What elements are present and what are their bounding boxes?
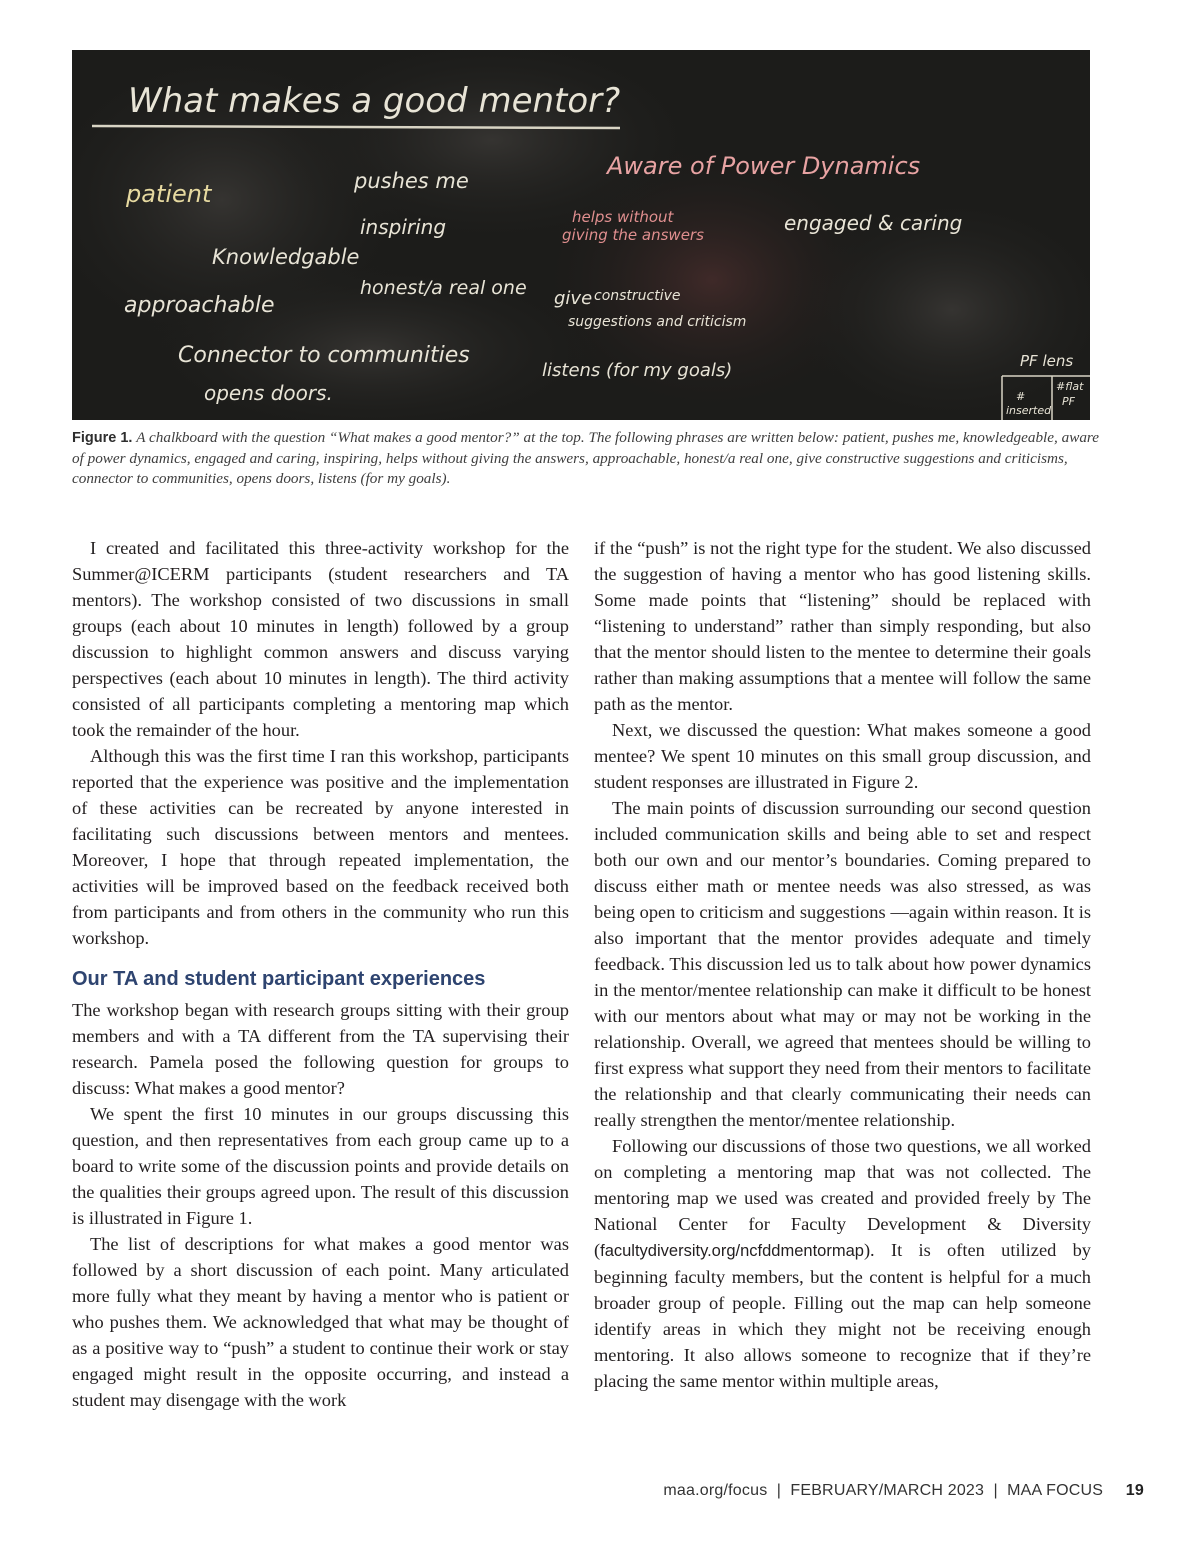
paragraph: Next, we discussed the question: What makes someone a good mentee? We spent 10 minutes on this small group discussion, and student responses are illustrated in Figure 2. bbox=[594, 720, 1091, 792]
chalk-give: give bbox=[554, 288, 593, 309]
page-footer bbox=[663, 1482, 1144, 1500]
paragraph: The list of descriptions for what makes a good mentor was followed by a short discussion of each point. Many articulated more fully what they meant by having a mentor who is patient or who pushes them. We acknowledged that what may be thought of as a positive way to “push” a student to continue their work or stay engaged might result in the opposite occurring, and instead a student may disengage with the work bbox=[72, 1234, 569, 1410]
footer-separator: | bbox=[988, 1482, 1008, 1499]
chalk-listens: listens (for my goals) bbox=[542, 360, 733, 381]
page-number: 19 bbox=[1125, 1482, 1144, 1499]
chalk-opens-doors: opens doors. bbox=[204, 381, 333, 405]
footer-separator: | bbox=[772, 1482, 791, 1499]
chalk-helps-2: giving the answers bbox=[562, 226, 704, 244]
footer-issue: FEBRUARY/MARCH 2023 bbox=[790, 1482, 985, 1499]
left-column bbox=[72, 535, 569, 1413]
paragraph-text: ). It is often utilized by beginning faculty members, but the content is helpful for a much broader group of people. Filling out the map can help someone identify areas in which they might not be receiving enough mentoring. It also allows someone to recognize that if they’re placing the same mentor within multiple areas, bbox=[594, 1240, 1091, 1391]
chalk-inserted: inserted bbox=[1006, 404, 1052, 417]
chalk-inspiring: inspiring bbox=[360, 215, 447, 239]
chalk-pushes-me: pushes me bbox=[354, 169, 469, 193]
section-heading: Our TA and student participant experiences bbox=[72, 968, 486, 990]
paragraph: The workshop began with research groups sitting with their group members and with a TA different from the TA supervising their research. Pamela posed the following question for groups to discuss: What makes a good mentor? bbox=[72, 1000, 569, 1098]
mentor-map-link[interactable]: facultydiversity.org/ncfddmentormap bbox=[600, 1242, 864, 1260]
chalk-connector: Connector to communities bbox=[178, 343, 470, 368]
chalk-engaged-caring: engaged & caring bbox=[784, 211, 963, 235]
paragraph: Although this was the first time I ran this workshop, participants reported that the experience was positive and the implementation of these activities can be recreated by anyone interested in facilitating such discussions between mentors and mentees. Moreover, I hope that through repeated implementation, the activities will be improved based on the feedback received both from participants and from others in the community who run this workshop. bbox=[72, 746, 569, 948]
figure-chalkboard bbox=[72, 50, 1090, 420]
paragraph-text: Following our discussions of those two questions, we all worked on completing a mentoring map that was not collected. The mentoring map we used was created and provided freely by The National Center for Faculty Development & Diversity ( bbox=[594, 1136, 1091, 1260]
chalk-pf: PF bbox=[1062, 395, 1075, 408]
chalk-title: What makes a good mentor? bbox=[128, 81, 621, 121]
chalk-honest: honest/a real one bbox=[360, 277, 527, 299]
paragraph: I created and facilitated this three-activity workshop for the Summer@ICERM participants (student researchers and TA mentors). The workshop consisted of two discussions in small groups (each about 10 minutes in length) followed by a group discussion to highlight common answers and discuss varying perspectives (each about 10 minutes in length). The third activity consisted of all participants completing a mentoring map which took the remainder of the hour. bbox=[72, 538, 569, 740]
caption-label: Figure 1. bbox=[72, 430, 133, 446]
chalk-hash-flat: #flat bbox=[1056, 380, 1084, 393]
chalk-pf-lens: PF lens bbox=[1020, 352, 1074, 370]
chalk-aware-power-dynamics: Aware of Power Dynamics bbox=[607, 152, 921, 180]
paragraph: if the “push” is not the right type for the student. We also discussed the suggestion of having a mentor who has good listening skills. Some made points that “listening” should be replaced with “listening to understand” rather than simply responding, but also that the mentor should listen to the mentee to determine their goals rather than making assumptions that a mentee will follow the same path as the mentor. bbox=[594, 538, 1091, 714]
chalk-helps-1: helps without bbox=[572, 208, 674, 226]
chalk-knowledgable: Knowledgable bbox=[212, 245, 360, 269]
figure-caption bbox=[72, 428, 1102, 490]
paragraph: We spent the first 10 minutes in our groups discussing this question, and then representatives from each group came up to a board to write some of the discussion points and provide details on the qualities their groups agreed upon. The result of this discussion is illustrated in Figure 1. bbox=[72, 1104, 569, 1228]
caption-text: A chalkboard with the question “What makes a good mentor?” at the top. The following phrases are written below: patient, pushes me, knowledgeable, aware of power dynamics, engaged and caring, inspiring, helps without giving the answers, approachable, honest/a real one, give constructive suggestions and criticisms, connector to communities, opens doors, listens (for my goals). bbox=[72, 429, 1100, 487]
paragraph bbox=[594, 1133, 1091, 1394]
chalk-constructive: constructive bbox=[594, 288, 681, 304]
footer-publication: MAA FOCUS bbox=[1007, 1482, 1104, 1499]
footer-site[interactable]: maa.org/focus bbox=[663, 1482, 768, 1499]
chalk-patient: patient bbox=[126, 180, 212, 208]
chalk-hash: # bbox=[1016, 390, 1026, 403]
chalkboard-image bbox=[72, 50, 1090, 420]
paragraph: The main points of discussion surrounding our second question included communication skills and being able to set and respect both our own and our mentor’s boundaries. Coming prepared to discuss either math or mentee needs was also stressed, as was being open to criticism and suggestions —again within reason. It is also important that the mentor provides adequate and timely feedback. This discussion led us to talk about how power dynamics in the mentor/mentee relationship can make it difficult to be honest with our mentors about what may or may not be working in the relationship. Overall, we agreed that mentees should be willing to first express what support they need from their mentors to facilitate the relationship and that clearly communicating their needs can really strengthen the mentor/mentee relationship. bbox=[594, 798, 1091, 1130]
chalk-suggestions: suggestions and criticism bbox=[568, 314, 747, 330]
chalk-approachable: approachable bbox=[124, 293, 275, 318]
right-column bbox=[594, 535, 1091, 1394]
